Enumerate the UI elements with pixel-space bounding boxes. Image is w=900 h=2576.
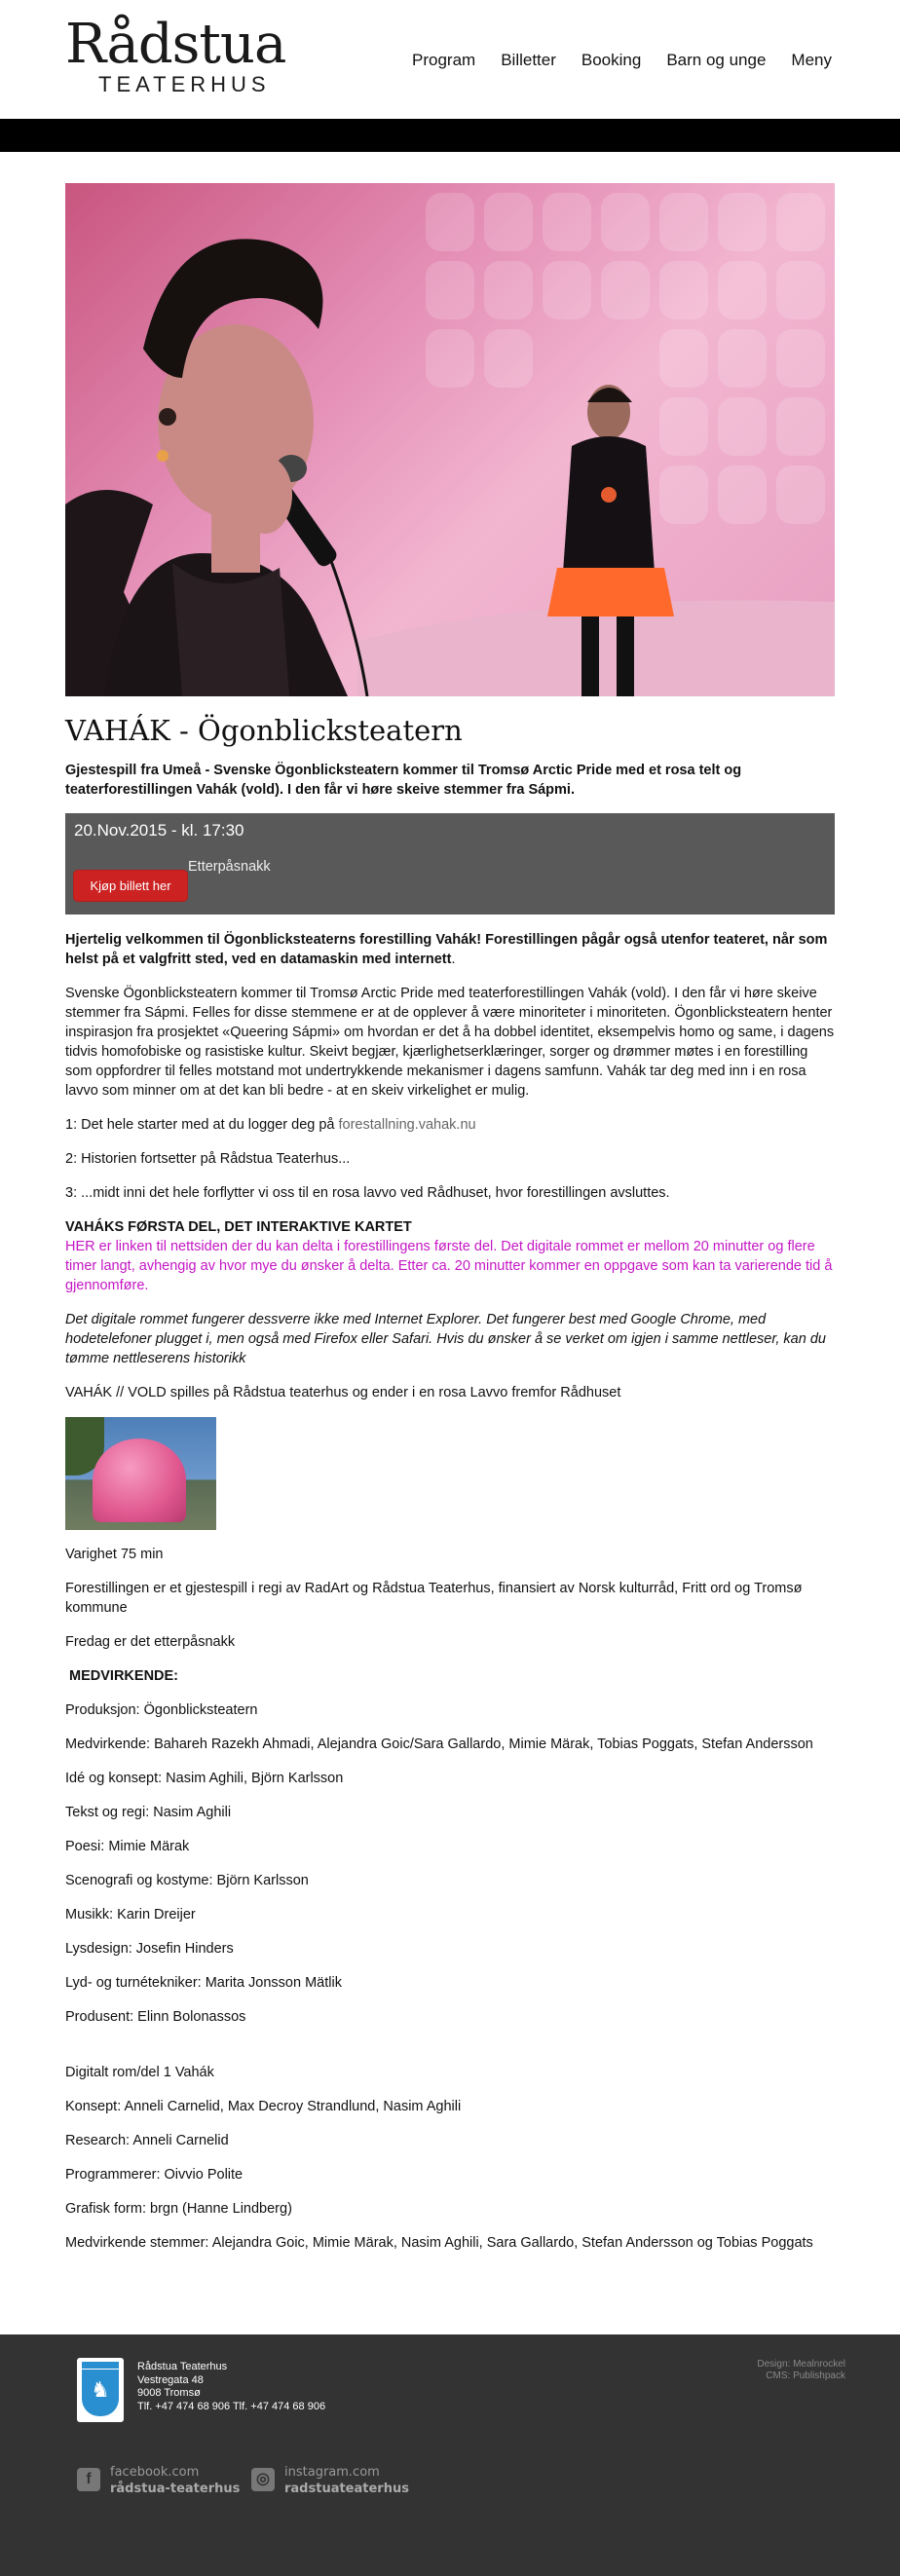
facebook-text <box>110 2464 240 2497</box>
step-2: 2: Historien fortsetter på Rådstua Teaterhus... <box>65 1151 351 1167</box>
facebook-domain: facebook.com <box>110 2465 200 2480</box>
digital-credit-item: Grafisk form: brgn (Hanne Lindberg) <box>65 2201 292 2217</box>
facebook-handle: rådstua-teaterhus <box>110 2482 241 2496</box>
welcome-paragraph <box>65 930 835 969</box>
logo-main-text: Rådstua <box>65 13 286 76</box>
digital-credit-item: Programmerer: Oivvio Polite <box>65 2167 244 2183</box>
credit-item: Tekst og regi: Nasim Aghili <box>65 1805 232 1820</box>
lavvo-photo <box>65 1417 216 1530</box>
buy-ticket-button[interactable]: Kjøp billett her <box>73 870 188 902</box>
tromso-crest-icon <box>77 2358 124 2422</box>
site-footer <box>0 2334 900 2576</box>
instagram-text <box>284 2464 409 2497</box>
digital-credit-item: Konsept: Anneli Carnelid, Max Decroy Strandlund, Nasim Aghili <box>65 2099 462 2114</box>
facebook-link[interactable] <box>77 2464 240 2497</box>
cms-credit[interactable]: CMS: Publishpack <box>766 2371 845 2381</box>
credit-item: Produksjon: Ögonblicksteatern <box>65 1702 258 1718</box>
design-credit[interactable]: Design: Mealnrockel <box>757 2359 845 2370</box>
reindeer-icon: ♞ <box>91 2377 110 2402</box>
digital-credit-item: Digitalt rom/del 1 Vahák <box>65 2065 214 2080</box>
venue-text: VAHÁK // VOLD spilles på Rådstua teaterhus og ender i en rosa Lavvo fremfor Rådhuset <box>65 1385 621 1400</box>
friday-text: Fredag er det etterpåsnakk <box>65 1634 236 1650</box>
step-3: 3: ...midt inni det hele forflytter vi oss til en rosa lavvo ved Rådhuset, hvor forestillingen avsluttes. <box>65 1185 670 1201</box>
facebook-icon: f <box>77 2468 100 2491</box>
credits-list <box>65 1700 835 2027</box>
financing-text: Forestillingen er et gjestespill i regi av RadArt og Rådstua Teaterhus, finansiert av Norsk kulturråd, Fritt ord og Tromsø kommune <box>65 1581 803 1616</box>
credit-item: Produsent: Elinn Bolonassos <box>65 2009 246 2025</box>
credit-item: Lysdesign: Josefin Hinders <box>65 1941 234 1957</box>
browser-note: Det digitale rommet fungerer dessverre ikke med Internet Explorer. Det fungerer best med Google Chrome, med hodetelefoner plugget i, men også med Firefox eller Safari. Hvis du ønsker å se verket om igjen i samme nettleser, kan du tømme nettleserens historikk <box>65 1312 826 1366</box>
article <box>65 183 835 2253</box>
event-date: 20.Nov.2015 - kl. 17:30 <box>74 821 244 840</box>
nav-meny[interactable]: Meny <box>791 51 832 69</box>
footer-credits <box>757 2359 845 2382</box>
header-divider-bar <box>0 119 900 152</box>
address-line: Rådstua Teaterhus <box>137 2361 228 2372</box>
hero-illustration <box>65 183 835 696</box>
forestallning-link[interactable]: forestallning.vahak.nu <box>338 1117 476 1133</box>
site-header <box>0 0 900 119</box>
instagram-domain: instagram.com <box>284 2465 380 2480</box>
credits-heading: MEDVIRKENDE: <box>65 1668 179 1684</box>
hero-image <box>65 183 835 696</box>
part1-link-text[interactable]: HER er linken til nettsiden der du kan delta i forestillingens første del. Det digitale rommet er mellom 20 minutter og flere timer langt, avhengig av hvor mye du ønsker å delta. Etter ca. 20 minutter kommer en oppgave som kan ta varierende tid å gjennomføre. <box>65 1239 833 1293</box>
step-1-text: 1: Det hele starter med at du logger deg på <box>65 1117 339 1133</box>
duration-text: Varighet 75 min <box>65 1547 164 1562</box>
digital-credits-list <box>65 2063 835 2253</box>
part1-heading: VAHÁKS FØRSTA DEL, DET INTERAKTIVE KARTET <box>65 1219 412 1235</box>
event-note: Etterpåsnakk <box>188 859 271 875</box>
instagram-handle: radstuateaterhus <box>284 2482 409 2496</box>
instagram-link[interactable] <box>251 2464 409 2497</box>
spacer <box>65 2027 835 2048</box>
address-line: Vestregata 48 <box>137 2373 204 2386</box>
crest-top <box>82 2362 119 2369</box>
nav-billetter[interactable]: Billetter <box>501 51 556 69</box>
welcome-text: Hjertelig velkommen til Ögonblicksteaterns forestilling Vahák! Forestillingen pågår også utenfor teateret, når som helst på et valgfritt sted, ved en datamaskin med internett <box>65 932 828 967</box>
welcome-text-end: . <box>451 952 456 967</box>
event-ticket-box <box>65 813 835 915</box>
digital-credit-item: Research: Anneli Carnelid <box>65 2133 229 2148</box>
page-title: VAHÁK - Ögonblicksteatern <box>65 714 463 747</box>
logo-sub-text: TEATERHUS <box>98 72 271 96</box>
main-nav <box>387 51 832 70</box>
nav-booking[interactable]: Booking <box>581 51 642 69</box>
instagram-icon: ◎ <box>251 2468 275 2491</box>
credit-item: Medvirkende: Bahareh Razekh Ahmadi, Alejandra Goic/Sara Gallardo, Mimie Märak, Tobias Poggats, Stefan Andersson <box>65 1736 813 1752</box>
step-1 <box>65 1115 835 1135</box>
nav-program[interactable]: Program <box>412 51 476 69</box>
footer-address <box>137 2361 325 2413</box>
credit-item: Idé og konsept: Nasim Aghili, Björn Karlsson <box>65 1771 344 1786</box>
credit-item: Poesi: Mimie Märak <box>65 1839 190 1854</box>
address-line: Tlf. +47 474 68 906 Tlf. +47 474 68 906 <box>137 2400 326 2412</box>
credit-item: Scenografi og kostyme: Björn Karlsson <box>65 1873 309 1888</box>
digital-credit-item: Medvirkende stemmer: Alejandra Goic, Mimie Märak, Nasim Aghili, Sara Gallardo, Stefan Andersson og Tobias Poggats <box>65 2235 813 2251</box>
lead-paragraph: Gjestespill fra Umeå - Svenske Ögonblicksteatern kommer til Tromsø Arctic Pride med et rosa telt og teaterforestillingen Vahák (vold). I den får vi høre skeive stemmer fra Sápmi. <box>65 763 742 798</box>
credit-item: Lyd- og turnétekniker: Marita Jonsson Mätlik <box>65 1975 342 1991</box>
pink-lavvo-shape <box>93 1438 186 1522</box>
credit-item: Musikk: Karin Dreijer <box>65 1907 196 1923</box>
nav-barn-og-unge[interactable]: Barn og unge <box>666 51 767 69</box>
site-logo[interactable] <box>65 13 286 97</box>
body-paragraph: Svenske Ögonblicksteatern kommer til Tromsø Arctic Pride med teaterforestillingen Vahák (vold). I den får vi høre skeive stemmer fra Sápmi. Felles for disse stemmene er at de opplever å være minoriteter i minoriteten. Ögonblicksteatern henter inspirasjon fra prosjektet «Queering Sápmi» om hvordan er det å ha dobbel identitet, eksempelvis homo og same, i dagens tidvis homofobiske og rasistiske kultur. Skeivt begjær, kjærlighetserklæringer, sorger og drømmer møtes i en forestilling som oppfordrer til felles motstand mot undertrykkende mekanismer i dagens samfunn. Vahák tar deg med inn i en rosa lavvo som minner om at det kan bli bedre - at en skeiv virkelighet er mulig. <box>65 986 835 1099</box>
address-line: 9008 Tromsø <box>137 2387 201 2399</box>
